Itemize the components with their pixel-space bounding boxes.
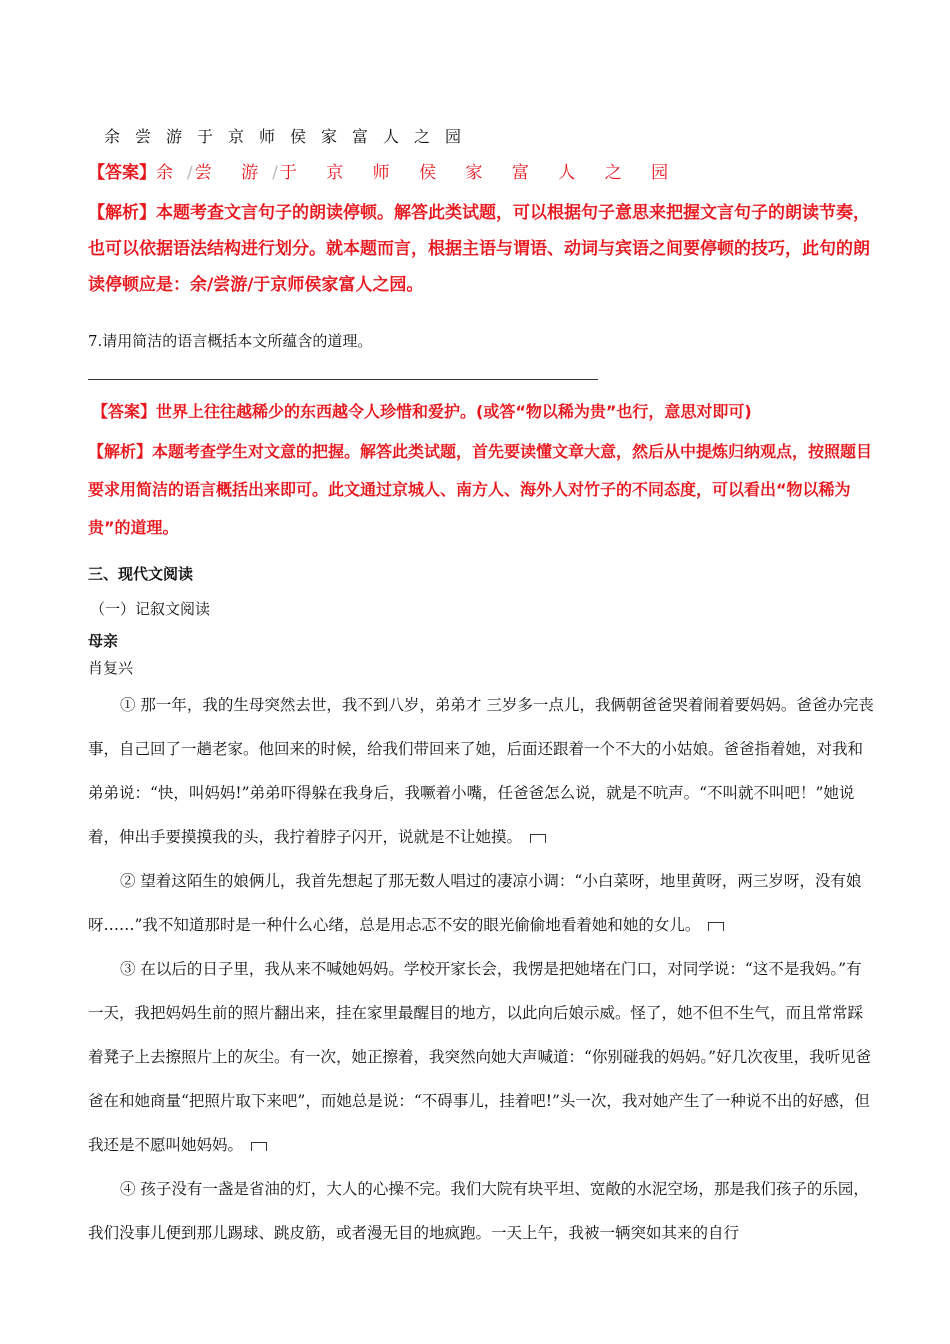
section-heading: 三、现代文阅读 [88,565,194,583]
edit-mark-icon [708,922,724,931]
question-7: 7.请用简洁的语言概括本文所蕴含的道理。 [88,332,373,350]
paragraph-1 [88,683,874,859]
answer-blank-line [88,379,598,380]
paragraph-2-text: ② 望着这陌生的娘俩儿，我首先想起了那无数人唱过的凄凉小调：“小白菜呀，地里黄呀，两三岁呀，没有娘呀……”我不知道那时是一种什么心绪，总是用忐忑不安的眼光偷偷地看着她和她的女儿。 [88,872,862,934]
answer-part-3: 于 京 师 侯 家 富 人 之 园 [279,163,681,183]
edit-mark-icon [251,1142,267,1151]
article-body [88,683,874,1255]
article-author: 肖复兴 [88,659,134,677]
paragraph-4-text: ④ 孩子没有一盏是省油的灯，大人的心操不完。我们大院有块平坦、宽敞的水泥空场，那是我们孩子的乐园，我们没事儿便到那儿踢球、跳皮筋，或者漫无目的地疯跑。一天上午，我被一辆突如其来的自行 [88,1180,869,1242]
answer-tag: 【答案】 [88,163,156,183]
classical-sentence: 余尝游于京师侯家富人之园 [104,127,477,146]
answer-part-1: 余 [156,163,185,183]
paragraph-3 [88,947,874,1167]
answer-2: 【答案】世界上往往越稀少的东西越令人珍惜和爱护。(或答“物以稀为贵”也行，意思对即可) [92,402,752,421]
paragraph-4 [88,1167,874,1255]
slash-divider: / [272,163,278,183]
edit-mark-icon [530,834,546,843]
answer-part-2: 尝 游 [194,163,271,183]
subsection-heading: （一）记叙文阅读 [90,600,211,618]
answer-1 [88,158,680,183]
analysis-1: 【解析】本题考查文言句子的朗读停顿。解答此类试题，可以根据句子意思来把握文言句子的朗读节奏，也可以依据语法结构进行划分。就本题而言，根据主语与谓语、动词与宾语之间要停顿的技巧，此句的朗读停顿应是：余/尝游/于京师侯家富人之园。 [88,203,870,295]
analysis-2: 【解析】本题考查学生对文意的把握。解答此类试题，首先要读懂文章大意，然后从中提炼归纳观点，按照题目要求用简洁的语言概括出来即可。此文通过京城人、南方人、海外人对竹子的不同态度，可以看出“物以稀为贵”的道理。 [88,442,873,537]
paragraph-3-text: ③ 在以后的日子里，我从来不喊她妈妈。学校开家长会，我愣是把她堵在门口，对同学说：“这不是我妈。”有一天，我把妈妈生前的照片翻出来，挂在家里最醒目的地方，以此向后娘示威。怪了，她不但不生气，而且常常踩着凳子上去擦照片上的灰尘。有一次，她正擦着，我突然向她大声喊道：“你别碰我的妈妈。”好几次夜里，我听见爸爸在和她商量“把照片取下来吧”，而她总是说：“不碍事儿，挂着吧!”头一次，我对她产生了一种说不出的好感，但我还是不愿叫她妈妈。 [88,960,872,1154]
paragraph-2 [88,859,874,947]
paragraph-1-text: ① 那一年，我的生母突然去世，我不到八岁，弟弟才 三岁多一点儿，我俩朝爸爸哭着闹着要妈妈。爸爸办完丧事，自己回了一趟老家。他回来的时候，给我们带回来了她，后面还跟着一个不大的小姑娘。爸爸指着她，对我和弟弟说：“快，叫妈妈!”弟弟吓得躲在我身后，我噘着小嘴，任爸爸怎么说，就是不吭声。“不叫就不叫吧！”她说着，伸出手要摸摸我的头，我拧着脖子闪开，说就是不让她摸。 [88,696,874,846]
article-title: 母亲 [88,632,119,650]
slash-divider: / [187,163,193,183]
